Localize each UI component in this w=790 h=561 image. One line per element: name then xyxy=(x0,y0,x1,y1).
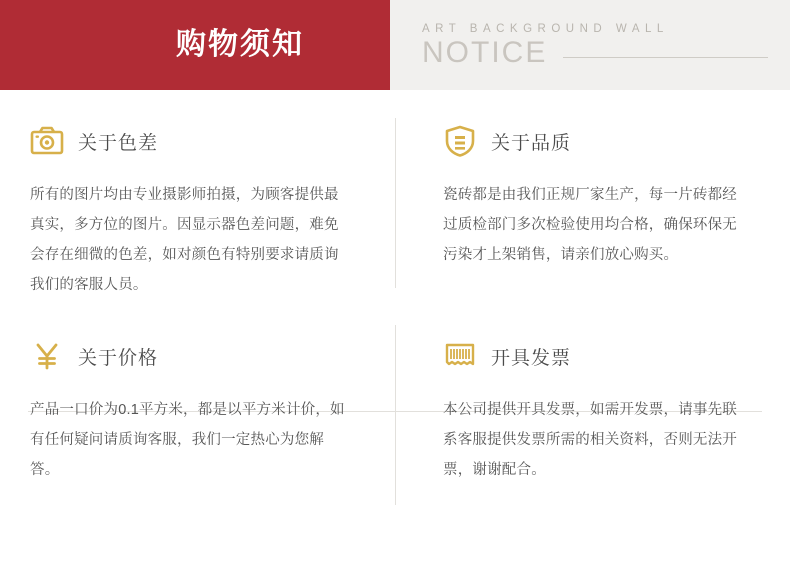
header-subtitle-row xyxy=(422,35,790,69)
notice-item-title: 开具发票 xyxy=(491,347,572,369)
page-header xyxy=(0,0,790,90)
notice-item-body xyxy=(30,180,345,300)
header-red-banner xyxy=(0,0,390,90)
notice-item-title: 关于价格 xyxy=(78,347,159,369)
notice-item-color xyxy=(0,90,395,305)
header-rule-line xyxy=(563,57,768,58)
yen-price-icon xyxy=(30,339,64,373)
notice-item-text: 产品一口价为0.1平方米，都是以平方米计价，如有任何疑问请质询客服，我们一定热心为您解答。 xyxy=(30,402,345,478)
notice-item-text: 瓷砖都是由我们正规厂家生产，每一片砖都经过质检部门多次检验使用均合格，确保环保无污染才上架销售，请亲们放心购买。 xyxy=(443,187,737,263)
notice-item-price xyxy=(0,305,395,505)
notice-item-header xyxy=(443,124,750,158)
notice-item-title: 关于品质 xyxy=(491,132,572,154)
notice-grid xyxy=(0,90,790,505)
invoice-icon xyxy=(443,339,477,373)
notice-item-header xyxy=(30,339,345,373)
notice-item-invoice xyxy=(395,305,790,505)
notice-item-title: 关于色差 xyxy=(78,132,159,154)
notice-item-text: 本公司提供开具发票，如需开发票，请事先联系客服提供发票所需的相关资料，否则无法开票，谢谢配合。 xyxy=(443,402,737,478)
shield-quality-icon xyxy=(443,124,477,158)
notice-item-quality xyxy=(395,90,790,305)
notice-row-1 xyxy=(0,90,790,305)
notice-item-body xyxy=(443,180,750,270)
notice-item-text: 所有的图片均由专业摄影师拍摄，为顾客提供最真实，多方位的图片。因显示器色差问题，难免会存在细微的色差，如对颜色有特别要求请质询我们的客服人员。 xyxy=(30,187,339,293)
notice-item-body xyxy=(30,395,345,485)
page-title: 购物须知 xyxy=(176,28,304,61)
notice-item-body xyxy=(443,395,750,485)
camera-icon xyxy=(30,124,64,158)
header-subtitle-large: NOTICE xyxy=(422,35,548,69)
notice-row-2 xyxy=(0,305,790,505)
header-subtitle-small: ART BACKGROUND WALL xyxy=(422,22,669,35)
header-subtitle-area xyxy=(390,0,790,90)
notice-item-header xyxy=(30,124,345,158)
notice-item-header xyxy=(443,339,750,373)
